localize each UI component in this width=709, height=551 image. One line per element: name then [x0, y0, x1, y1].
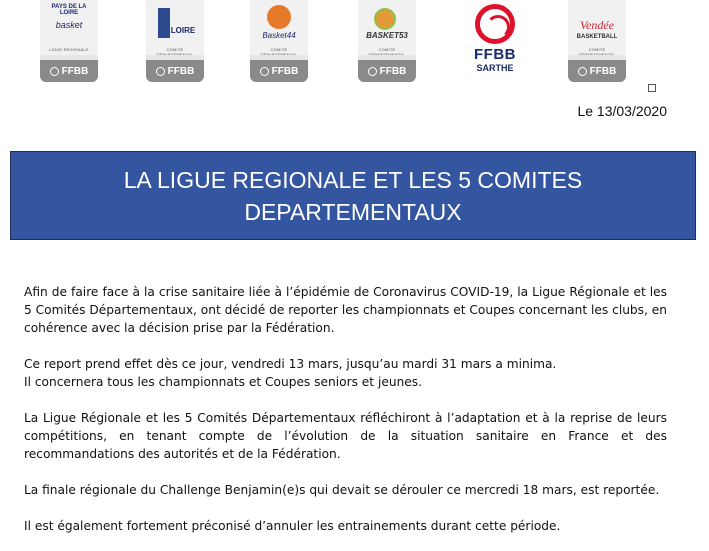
ball-icon [368, 67, 377, 76]
document-date: Le 13/03/2020 [577, 103, 667, 119]
logo-text: FFBB [474, 46, 516, 63]
title-banner [10, 151, 696, 240]
banner-title-line: DEPARTEMENTAUX [244, 198, 462, 225]
logo-comite-loire-atlantique [146, 0, 204, 82]
ball-icon [156, 67, 165, 76]
logo-text: PAYS DE LA LOIRE [51, 4, 87, 16]
ball-icon [50, 67, 59, 76]
ball-icon [260, 67, 269, 76]
logo-subtitle: COMITÉ [588, 47, 606, 52]
logo-ligue-pays-de-la-loire [40, 0, 98, 82]
checkbox-marker [648, 84, 656, 92]
logo-subtitle: LIGUE RÉGIONALE [49, 47, 89, 52]
document-body [24, 283, 667, 535]
paragraph: Ce report prend effet dès ce jour, vendredi 13 mars, jusqu’au mardi 31 mars a minima. [24, 357, 557, 371]
logo-ffbb-sarthe [468, 2, 522, 80]
logo-text: LOIRE [170, 26, 196, 35]
logo-subtitle: COMITÉ [378, 47, 396, 52]
paragraph: La Ligue Régionale et les 5 Comités Départementaux réfléchiront à l’adaptation et à la reprise de leurs compétitions, en tenant compte de l’évolution de la situation sanitaire en France et des recommandations des autorités et de la Fédération. [24, 411, 667, 461]
ffbb-badge: FFBB [568, 60, 626, 82]
logo-text: BASKETBALL [576, 34, 618, 40]
logo-text: BASKET53 [366, 31, 408, 40]
logo-strip [0, 0, 709, 86]
basketball-icon [374, 8, 396, 30]
ffbb-badge: FFBB [250, 60, 308, 82]
logo-text: basket [55, 20, 83, 30]
basketball-icon [267, 5, 291, 29]
ffbb-badge: FFBB [358, 60, 416, 82]
ffbb-badge: FFBB [40, 60, 98, 82]
paragraph: Afin de faire face à la crise sanitaire liée à l’épidémie de Coronavirus COVID-19, la Ligue Régionale et les 5 Comités Départementaux, ont décidé de reporter les championnats et Coupes concernant les clubs, en cohérence avec la décision prise par la Fédération. [24, 285, 667, 335]
logo-subtitle: COMITÉ [270, 47, 288, 52]
logo-text: Basket44 [262, 31, 296, 40]
logo-text: Vendée [580, 18, 614, 32]
logo-comite-basket53 [358, 0, 416, 82]
paragraph: Il concernera tous les championnats et Coupes seniors et jeunes. [24, 375, 423, 389]
logo-comite-vendee [568, 0, 626, 82]
paragraph: La finale régionale du Challenge Benjamin(e)s qui devait se dérouler ce mercredi 18 mars, est reportée. [24, 483, 660, 497]
logo-text: SARTHE [476, 63, 514, 73]
paragraph: Il est également fortement préconisé d’annuler les entrainements durant cette période. [24, 519, 561, 533]
banner-title-line: LA LIGUE REGIONALE ET LES 5 COMITES [123, 166, 583, 193]
ball-icon [578, 67, 587, 76]
logo-comite-basket44 [250, 0, 308, 82]
ffbb-ring-icon [475, 4, 515, 44]
ffbb-badge: FFBB [146, 60, 204, 82]
logo-subtitle: COMITÉ [166, 47, 184, 52]
